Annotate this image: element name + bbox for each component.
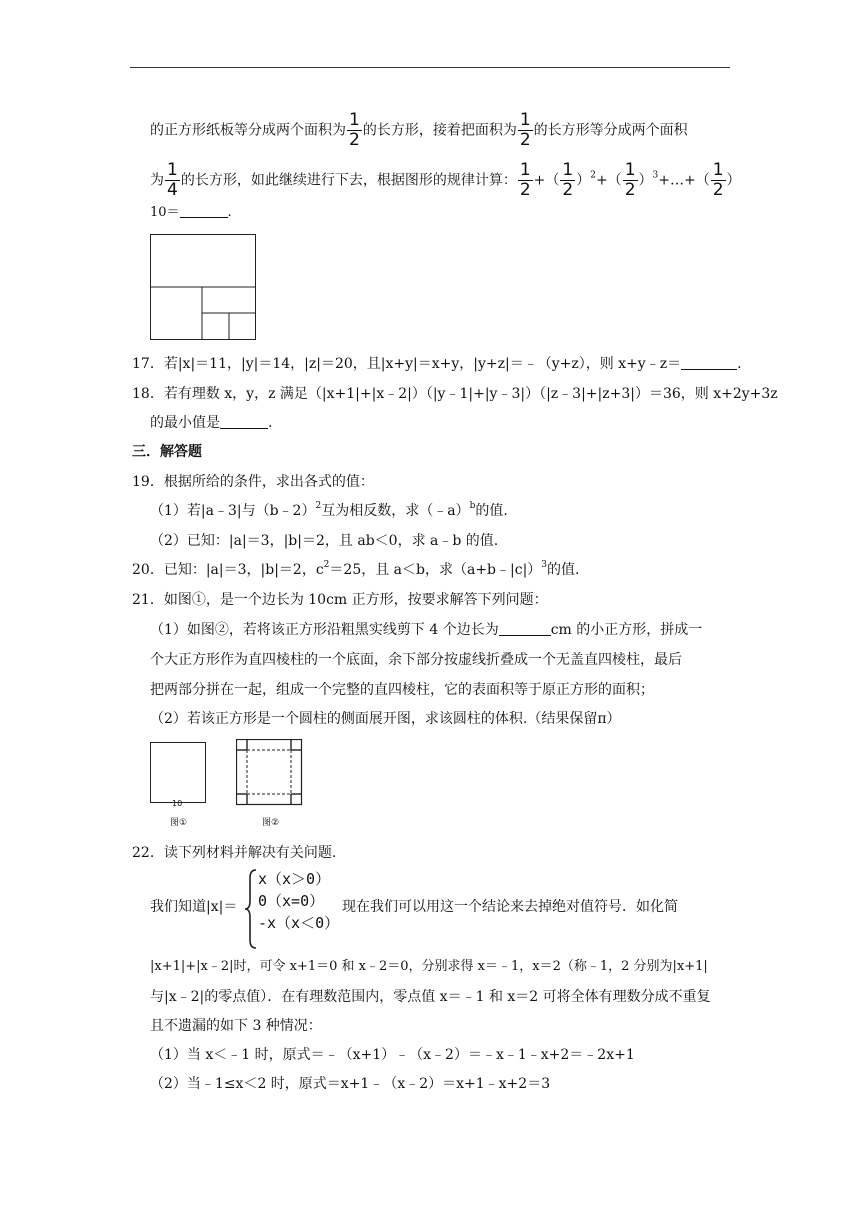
question-22-intro: 22．读下列材料并解决有关问题.	[132, 845, 337, 861]
answer-blank	[681, 355, 737, 370]
square-division-figure	[150, 234, 258, 342]
q22-after-cases: 现在我们可以用这一个结论来去掉绝对值符号．如化简	[342, 899, 678, 915]
q22-case-2: （2）当﹣1≤x＜2 时，原式＝x+1﹣（x﹣2）＝x+1﹣x+2＝3	[150, 1076, 551, 1092]
q22-case-1: （1）当 x＜﹣1 时，原式＝﹣（x+1）﹣（x﹣2）＝﹣x﹣1﹣x+2＝﹣2x+1	[150, 1047, 635, 1063]
figure-1-side-label: 10	[172, 799, 183, 808]
question-20: 20．已知：|a|＝3，|b|＝2，$c^2=25$，且 a＜b，求（a+b﹣|c|）$^3$的值.	[132, 560, 580, 578]
q16-text: 的正方形纸板等分成两个面积为	[150, 122, 346, 139]
figure-2-caption: 图②	[262, 818, 280, 828]
question-18-line-1: 18．若有理数 x，y，z 满足（|x+1|+|x﹣2|）（|y﹣1|+|y﹣3|）（|z﹣3|+|z+3|）＝36，则 x+2y+3z	[132, 386, 778, 402]
fraction-half: $\frac{1}{2}$	[624, 160, 636, 200]
case-negative: -x（x＜0）	[258, 914, 340, 932]
question-21-part-1-line-2: 个大正方形作为直四棱柱的一个底面，余下部分按虚线折叠成一个无盖直四棱柱，最后	[150, 652, 682, 668]
q16-text: 的长方形，接着把面积为	[362, 122, 517, 139]
q16-line-3: 10＝ .	[150, 205, 232, 220]
answer-blank	[180, 203, 228, 218]
section-title: 三．解答题	[132, 444, 202, 460]
question-21-part-2: （2）若该正方形是一个圆柱的侧面展开图，求该圆柱的体积.（结果保留π）	[150, 711, 621, 727]
answer-blank	[220, 414, 268, 429]
question-21-part-1-line-3: 把两部分拼在一起，组成一个完整的直四棱柱，它的表面积等于原正方形的面积；	[150, 682, 654, 698]
answer-blank	[499, 621, 551, 636]
q16-line-2: 为 $\frac{1}{4}$ 的长方形，如此继续进行下去，根据图形的规律计算： $\frac{1}{2}$ +（ $\frac{1}{2}$ ）$^2$+（ $\frac{1}{2}$ ）$^3$+…+（ $\frac{1}{2}$ ）	[150, 160, 741, 200]
q16-text: 的长方形等分成两个面积	[533, 122, 688, 139]
q22-line-4: 且不遗漏的如下 3 种情况：	[150, 1018, 322, 1034]
question-21-part-1-line-1: （1）如图②，若将该正方形沿粗黑实线剪下 4 个边长为 cm 的小正方形，拼成一	[150, 622, 703, 638]
header-rule	[130, 67, 730, 68]
question-18-line-2: 的最小值是 .	[150, 415, 273, 431]
question-19-part-2: （2）已知：|a|＝3，|b|＝2，且 ab＜0，求 a﹣b 的值.	[150, 533, 499, 549]
q22-line-2: |x+1|+|x﹣2|时，可令 x+1＝0 和 x﹣2＝0，分别求得 x＝﹣1，x＝2（称﹣1，2 分别为|x+1|	[150, 959, 708, 974]
figure-2-cut-square	[236, 739, 304, 807]
fraction-half: $\frac{1}{2}$	[349, 110, 360, 150]
q22-line-3: 与|x﹣2|的零点值）．在有理数范围内，零点值 x＝﹣1 和 x＝2 可将全体有理数分成不重复	[150, 989, 711, 1005]
question-21-intro: 21．如图①，是一个边长为 10cm 正方形，按要求解答下列问题：	[132, 592, 548, 608]
question-19-part-1: （1）若|a﹣3|与（b﹣2）$^2$互为相反数，求（﹣a）$^b$的值.	[150, 501, 508, 519]
fraction-half: $\frac{1}{2}$	[712, 160, 724, 200]
question-17: 17．若|x|＝11，|y|＝14，|z|＝20，且|x+y|＝x+y，|y+z|＝﹣（y+z），则 x+y﹣z＝ .	[132, 356, 742, 372]
case-zero: 0（x=0）	[258, 892, 325, 910]
abs-definition-label: 我们知道|x|＝	[150, 899, 238, 915]
fraction-half: $\frac{1}{2}$	[562, 160, 574, 200]
figure-1-caption: 图①	[170, 818, 188, 828]
fraction-half: $\frac{1}{2}$	[519, 110, 531, 150]
question-19-intro: 19．根据所给的条件，求出各式的值：	[132, 474, 374, 490]
piecewise-cases	[258, 868, 339, 934]
q16-line-1	[150, 111, 688, 150]
left-brace-icon	[244, 868, 258, 950]
fraction-quarter: $\frac{1}{4}$	[167, 160, 178, 200]
figure-1-square	[150, 742, 210, 804]
case-positive: x（x＞0）	[258, 870, 331, 888]
fraction-half: $\frac{1}{2}$	[519, 160, 531, 200]
